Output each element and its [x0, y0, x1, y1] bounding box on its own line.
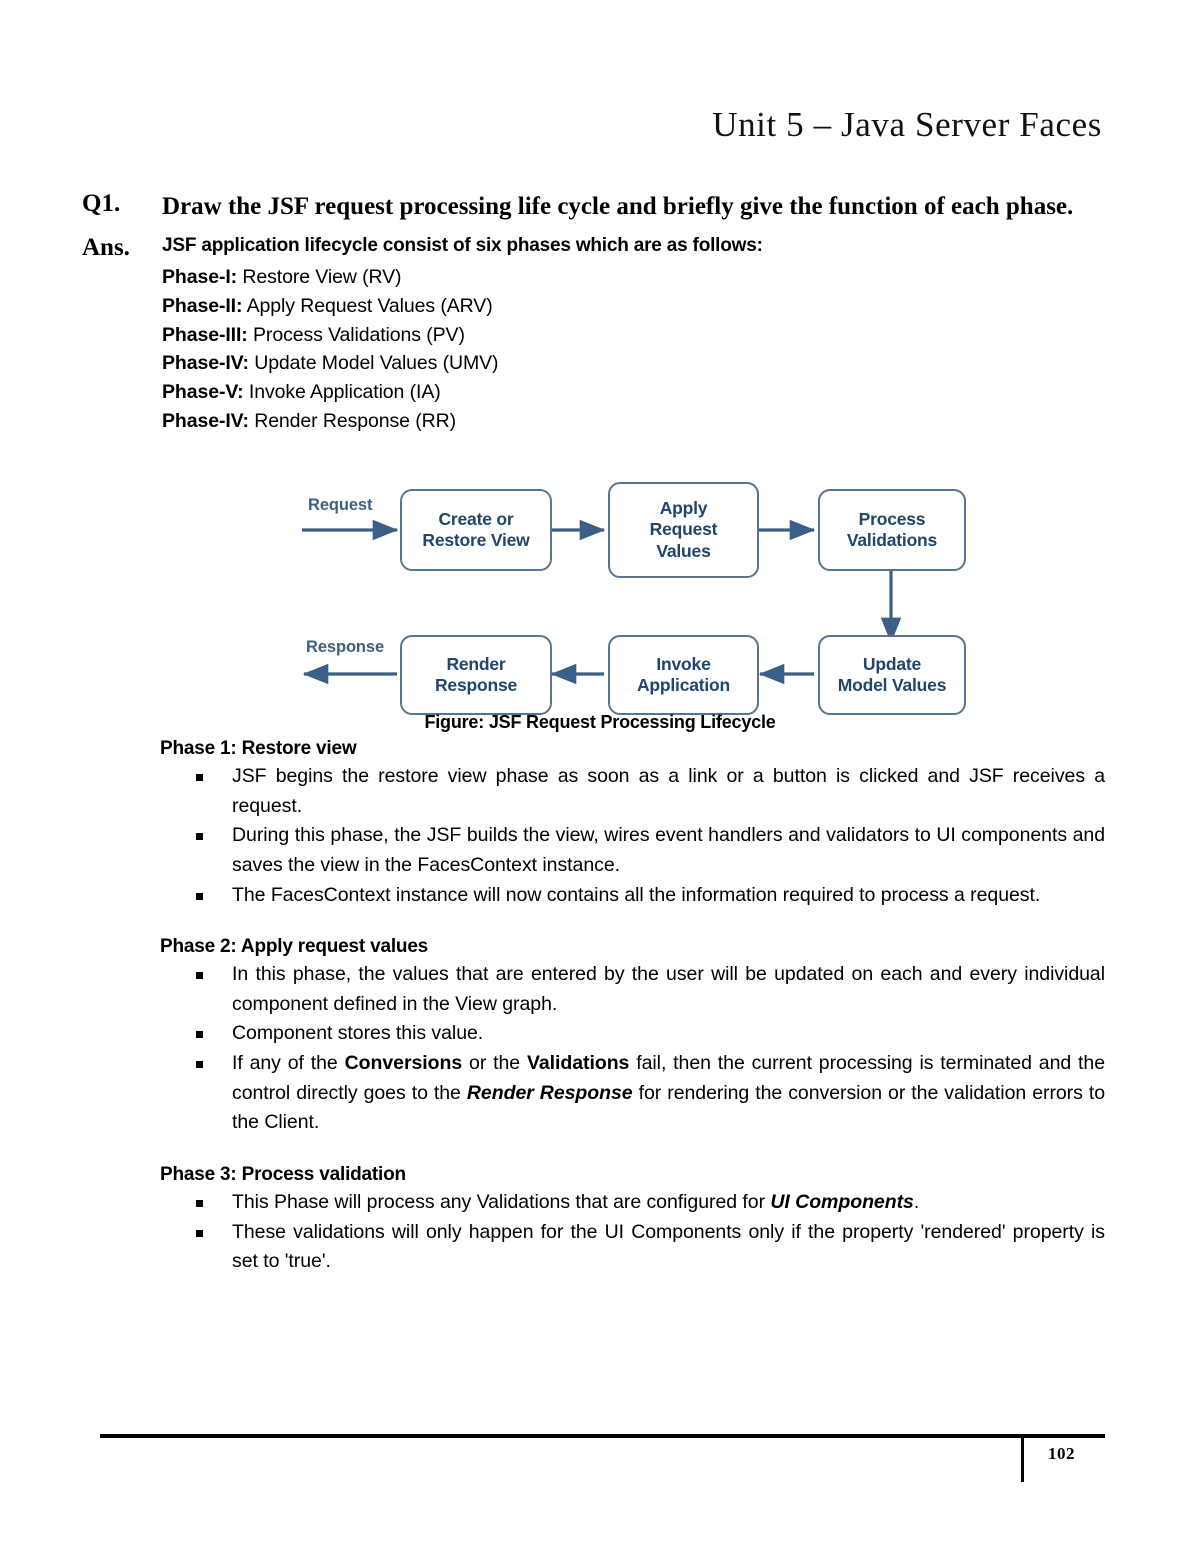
phase-summary-item-text: Update Model Values (UMV)	[248, 352, 499, 375]
box-line-1: Update	[862, 653, 922, 674]
phase-detail-sections	[160, 738, 1105, 1277]
box-line-1: Apply	[659, 497, 708, 518]
question-row	[82, 190, 1102, 225]
phase-summary-item	[162, 292, 1102, 321]
phase-section	[160, 936, 1105, 1164]
list-item: These validations will only happen for the UI Components only if the property 'rendered' property is set to 'true'.	[160, 1218, 1105, 1277]
list-item: This Phase will process any Validations that are configured for UI Components.	[160, 1188, 1105, 1218]
phase-section-bullet-list	[160, 1188, 1105, 1277]
flow-box-update-model-values-text	[838, 654, 946, 697]
phase-summary-item	[162, 407, 1102, 436]
box-line-2: Response	[434, 675, 518, 695]
phase-summary-item-text: Process Validations (PV)	[247, 323, 465, 346]
phase-section	[160, 1164, 1105, 1277]
box-line-2: Restore View	[422, 530, 530, 550]
box-line-1: Render	[446, 653, 506, 674]
phase-section-heading: Phase 1: Restore view	[160, 738, 357, 759]
flow-box-apply-request-values[interactable]	[608, 482, 759, 578]
phase-summary-item-text: Render Response (RR)	[248, 409, 456, 432]
answer-body	[162, 234, 1102, 436]
box-line-1: Process	[858, 508, 926, 529]
question-answer-block	[82, 190, 1102, 435]
footer-vertical-divider	[1021, 1438, 1024, 1482]
phase-summary-item-prefix: Phase-IV:	[162, 409, 249, 432]
phase-section-heading: Phase 2: Apply request values	[160, 936, 429, 958]
phase-summary-item-prefix: Phase-I:	[162, 266, 238, 289]
box-line-2: Model Values	[837, 675, 947, 695]
phase-summary-item-prefix: Phase-IV:	[162, 352, 249, 375]
list-item: Component stores this value.	[160, 1019, 1105, 1049]
section-spacer	[160, 910, 1105, 936]
phase-summary-item-text: Invoke Application (IA)	[243, 380, 441, 403]
footer-divider	[100, 1434, 1105, 1438]
flow-box-render-response[interactable]	[400, 635, 552, 715]
section-spacer	[160, 1138, 1105, 1164]
list-item: The FacesContext instance will now contains all the information required to process a request.	[160, 881, 1105, 911]
box-line-1: Create or	[438, 508, 514, 529]
question-text: Draw the JSF request processing life cycle and briefly give the function of each phase.	[162, 193, 1074, 220]
page-number: 102	[1048, 1444, 1075, 1463]
list-item: JSF begins the restore view phase as soon as a link or a button is clicked and JSF receives a request.	[160, 762, 1105, 821]
answer-label: Ans.	[82, 233, 130, 261]
figure-caption: Figure: JSF Request Processing Lifecycle	[424, 712, 776, 732]
phase-summary-item-text: Apply Request Values (ARV)	[242, 294, 493, 317]
phase-summary-item	[162, 349, 1102, 378]
question-number-label: Q1.	[82, 190, 121, 217]
box-line-1: Invoke	[656, 653, 711, 674]
flow-box-create-or-restore-view-text	[422, 509, 529, 552]
box-line-2: Validations	[846, 530, 938, 550]
phase-summary-list	[162, 263, 1102, 435]
flow-box-process-validations[interactable]	[818, 489, 966, 571]
diagram-request-label: Request	[308, 496, 373, 514]
list-item: During this phase, the JSF builds the view, wires event handlers and validators to UI components and saves the view in the FacesContext instance.	[160, 821, 1105, 880]
page-title: Unit 5 – Java Server Faces	[712, 105, 1102, 144]
phase-summary-item-prefix: Phase-III:	[162, 323, 248, 346]
phase-summary-item-text: Restore View (RV)	[237, 266, 402, 289]
phase-section	[160, 738, 1105, 936]
phase-section-bullet-list	[160, 960, 1105, 1138]
phase-summary-item	[162, 378, 1102, 407]
flow-box-update-model-values[interactable]	[818, 635, 966, 715]
diagram-response-label: Response	[306, 638, 385, 656]
flow-box-create-or-restore-view[interactable]	[400, 489, 552, 571]
list-item: In this phase, the values that are entered by the user will be updated on each and every individual component defined in the View graph.	[160, 960, 1105, 1019]
phase-summary-item	[162, 263, 1102, 292]
phase-summary-item-prefix: Phase-V:	[162, 380, 244, 403]
jsf-lifecycle-diagram	[298, 478, 988, 733]
answer-intro-text: JSF application lifecycle consist of six phases which are as follows:	[162, 234, 763, 256]
phase-section-heading: Phase 3: Process validation	[160, 1163, 406, 1185]
list-item: If any of the Conversions or the Validations fail, then the current processing is terminated and the control directly goes to the Render Response for rendering the conversion or the validation errors to the Client.	[160, 1049, 1105, 1138]
box-line-2: Request	[649, 519, 718, 540]
phase-summary-item	[162, 321, 1102, 350]
answer-row	[82, 234, 1102, 436]
box-line-3: Values	[656, 540, 711, 561]
flow-box-invoke-application-text	[637, 654, 730, 697]
box-line-2: Application	[636, 675, 731, 695]
flow-box-apply-request-values-text	[650, 498, 718, 562]
flow-box-render-response-text	[435, 654, 517, 697]
phase-summary-item-prefix: Phase-II:	[162, 294, 243, 317]
phase-section-bullet-list	[160, 762, 1105, 910]
flow-box-process-validations-text	[847, 509, 937, 552]
flow-box-invoke-application[interactable]	[608, 635, 759, 715]
